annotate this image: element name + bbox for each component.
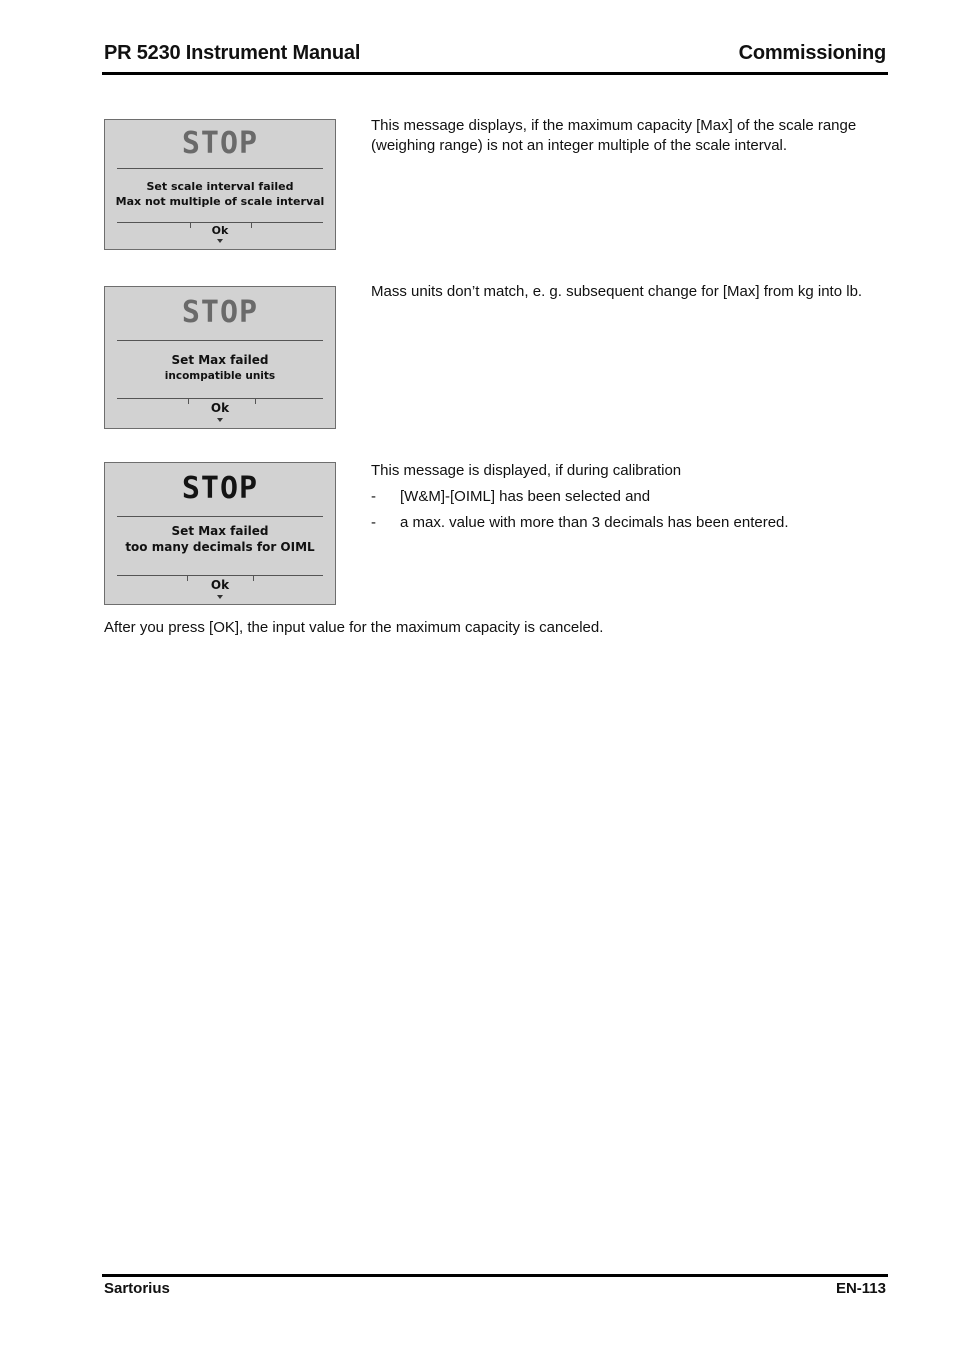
bullet-text: a max. value with more than 3 decimals has been entered.: [400, 514, 789, 531]
description-text: This message is displayed, if during calibration: [371, 462, 682, 479]
page-number: EN-113: [835, 1280, 886, 1297]
after-ok-note: After you press [OK], the input value for the maximum capacity is canceled.: [104, 619, 604, 636]
stop-screen-scale-interval: [104, 119, 336, 250]
stop-screen-too-many-decimals: [104, 462, 336, 605]
footer-company: Sartorius: [104, 1280, 170, 1297]
error-message-line2: too many decimals for OIML: [125, 540, 315, 554]
description-text: Mass units don’t match, e. g. subsequent change for [Max] from kg into lb.: [371, 283, 863, 300]
description-3: [371, 461, 883, 533]
error-message-line2: incompatible units: [164, 370, 276, 382]
screen-divider: [117, 168, 323, 169]
bullet-item: [371, 487, 883, 507]
error-message-line1: Set Max failed: [171, 524, 269, 538]
softkey-bar: [117, 222, 323, 223]
down-arrow-icon: [217, 418, 223, 422]
bullet-item: [371, 513, 883, 533]
description-text: This message displays, if the maximum capacity [Max] of the scale range (weighing range) is not an integer multiple of the scale interval.: [371, 117, 857, 154]
softkey-bar: [117, 575, 323, 576]
ok-softkey[interactable]: Ok: [211, 224, 229, 237]
description-2: [371, 282, 883, 302]
description-1: [371, 116, 883, 156]
manual-title: PR 5230 Instrument Manual: [104, 42, 361, 64]
bullet-dash: -: [371, 488, 376, 505]
error-message-line1: Set Max failed: [171, 353, 269, 367]
stop-heading: STOP: [181, 295, 259, 330]
screen-divider: [117, 340, 323, 341]
stop-heading: STOP: [181, 471, 259, 506]
bullet-text: [W&M]-[OIML] has been selected and: [400, 488, 651, 505]
error-message-line1: Set scale interval failed: [146, 180, 294, 193]
error-message-line2: Max not multiple of scale interval: [115, 195, 325, 208]
bullet-dash: -: [371, 514, 376, 531]
stop-screen-incompatible-units: [104, 286, 336, 429]
header-rule: [102, 72, 888, 75]
footer-rule: [102, 1274, 888, 1277]
down-arrow-icon: [217, 239, 223, 243]
screen-divider: [117, 516, 323, 517]
ok-softkey[interactable]: Ok: [210, 578, 230, 592]
softkey-bar: [117, 398, 323, 399]
down-arrow-icon: [217, 595, 223, 599]
stop-heading: STOP: [181, 126, 259, 161]
section-title: Commissioning: [738, 42, 886, 64]
ok-softkey[interactable]: Ok: [210, 401, 230, 415]
